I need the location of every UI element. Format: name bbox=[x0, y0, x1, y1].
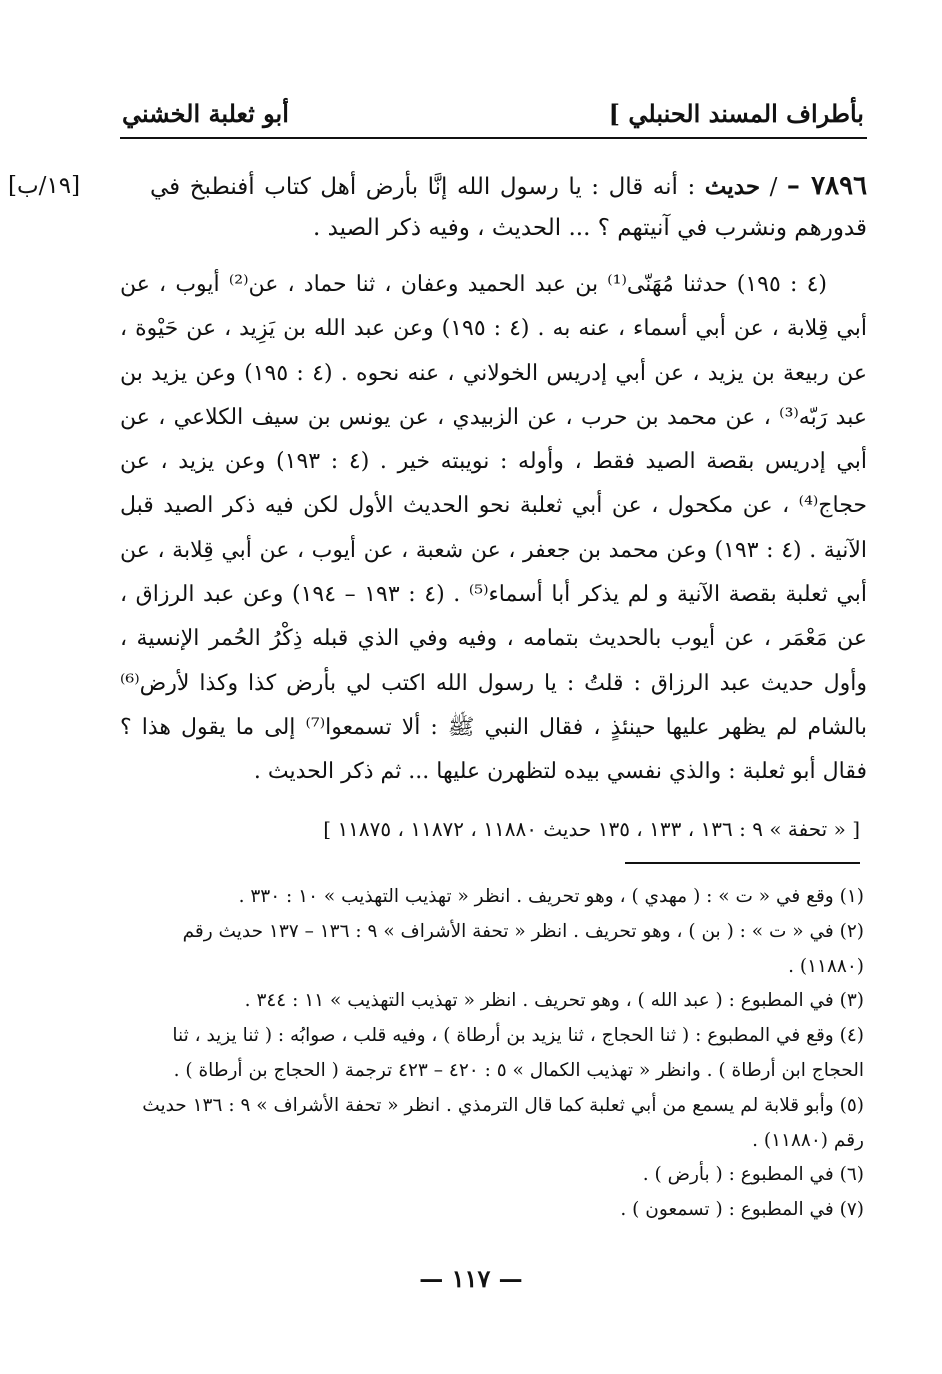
footnote-6: (٦) في المطبوع : ( بأرض ) . bbox=[642, 1164, 864, 1186]
hadith-entry bbox=[150, 166, 867, 249]
isnad-paragraph: (٤ : ١٩٥) حدثنا مُهَنّى⁽¹⁾ بن عبد الحميد وعفان ، ثنا حماد ، عن⁽²⁾ أيوب ، عن أبي قِلابة ، عن أبي أسماء ، عنه به . (٤ : ١٩٥) وعن عبد الله بن يَزِيد ، عن حَيْوة ، عن ربيعة بن يزيد ، عن أبي إدريس الخولاني ، عنه نحوه . (٤ : ١٩٥) وعن يزيد بن عبد رَبّه⁽³⁾ ، عن محمد بن حرب ، عن الزبيدي ، عن يونس بن سيف الكلاعي ، عن أبي إدريس بقصة الصيد فقط ، وأوله : نويبته خير . (٤ : ١٩٣) وعن يزيد ، عن حجاج⁽⁴⁾ ، عن مكحول ، عن أبي ثعلبة نحو الحديث الأول لكن فيه ذكر الصيد قبل الآنية . (٤ : ١٩٣) وعن محمد بن جعفر ، عن شعبة ، عن أيوب ، عن أبي قِلابة ، عن أبي ثعلبة بقصة الآنية و لم يذكر أبا أسماء⁽⁵⁾ . (٤ : ١٩٣ – ١٩٤) وعن عبد الرزاق ، عن مَعْمَر ، عن أيوب بالحديث بتمامه ، وفيه وفي الذي قبله ذِكْرُ الحُمر الإنسية ، وأول حديث عبد الرزاق : قلتُ : يا رسول الله اكتب لي بأرض كذا وكذا لأرض⁽⁶⁾ بالشام لم يظهر عليها حينئذٍ ، فقال النبي ﷺ : ألا تسمعوا⁽⁷⁾ إلى ما يقول هذا ؟ فقال أبو ثعلبة : والذي نفسي بيده لتظهرن عليها ... ثم ذكر الحديث . bbox=[120, 272, 868, 785]
entry-number: ٧٨٩٦ – bbox=[786, 171, 868, 201]
entry-prefix: / bbox=[769, 174, 778, 200]
isnad-text bbox=[120, 263, 867, 795]
running-header-section: أبو ثعلبة الخشني bbox=[122, 99, 289, 128]
running-header-title: بأطراف المسند الحنبلي ] bbox=[608, 99, 864, 128]
header-rule bbox=[120, 137, 867, 139]
footnote-rule bbox=[625, 862, 860, 864]
footnote-4: (٤) وقع في المطبوع : ( ثنا الحجاج ، ثنا يزيد بن أرطاة ) ، وفيه قلب ، صوابُه : ( ثنا يزيد ، ثنا الحجاج ابن أرطاة ) . وانظر « تهذيب الكمال » ٥ : ٤٢٠ – ٤٢٣ ترجمة ( الحجاج بن أرطاة ) . bbox=[172, 1025, 864, 1081]
footnote-7: (٧) في المطبوع : ( تسمعون ) . bbox=[620, 1199, 864, 1221]
entry-keyword: حديث bbox=[704, 173, 761, 200]
footnote-1: (١) وقع في « ت » : ( مهدي ) ، وهو تحريف . انظر « تهذيب التهذيب » ١٠ : ٣٣٠ . bbox=[238, 886, 864, 907]
tuhfa-references: [ « تحفة » ٩ : ١٣٦ ، ١٣٣ ، ١٣٥ حديث ١١٨٨٠ ، ١١٨٧٢ ، ١١٨٧٥ ] bbox=[323, 817, 860, 841]
footnote-2: (٢) في « ت » : ( بن ) ، وهو تحريف . انظر « تحفة الأشراف » ٩ : ١٣٦ – ١٣٧ حديث رقم (١١٨٨٠) . bbox=[182, 920, 864, 977]
page-number: — ١١٧ — bbox=[419, 1264, 523, 1293]
manuscript-folio-ref: [١٩/ب] bbox=[8, 173, 81, 199]
footnote-3: (٣) في المطبوع : ( عبد الله ) ، وهو تحريف . انظر « تهذيب التهذيب » ١١ : ٣٤٤ . bbox=[244, 990, 864, 1012]
footnotes bbox=[120, 880, 864, 1228]
entry-text: : أنه قال : يا رسول الله إنَّا بأرض أهل كتاب أفنطبخ في قدورهم ونشرب في آنيتهم ؟ ... الحديث ، وفيه ذكر الصيد . bbox=[150, 174, 867, 241]
footnote-5: (٥) وأبو قلابة لم يسمع من أبي ثعلبة كما قال الترمذي . انظر « تحفة الأشراف » ٩ : ١٣٦ حديث رقم (١١٨٨٠) . bbox=[142, 1094, 864, 1151]
